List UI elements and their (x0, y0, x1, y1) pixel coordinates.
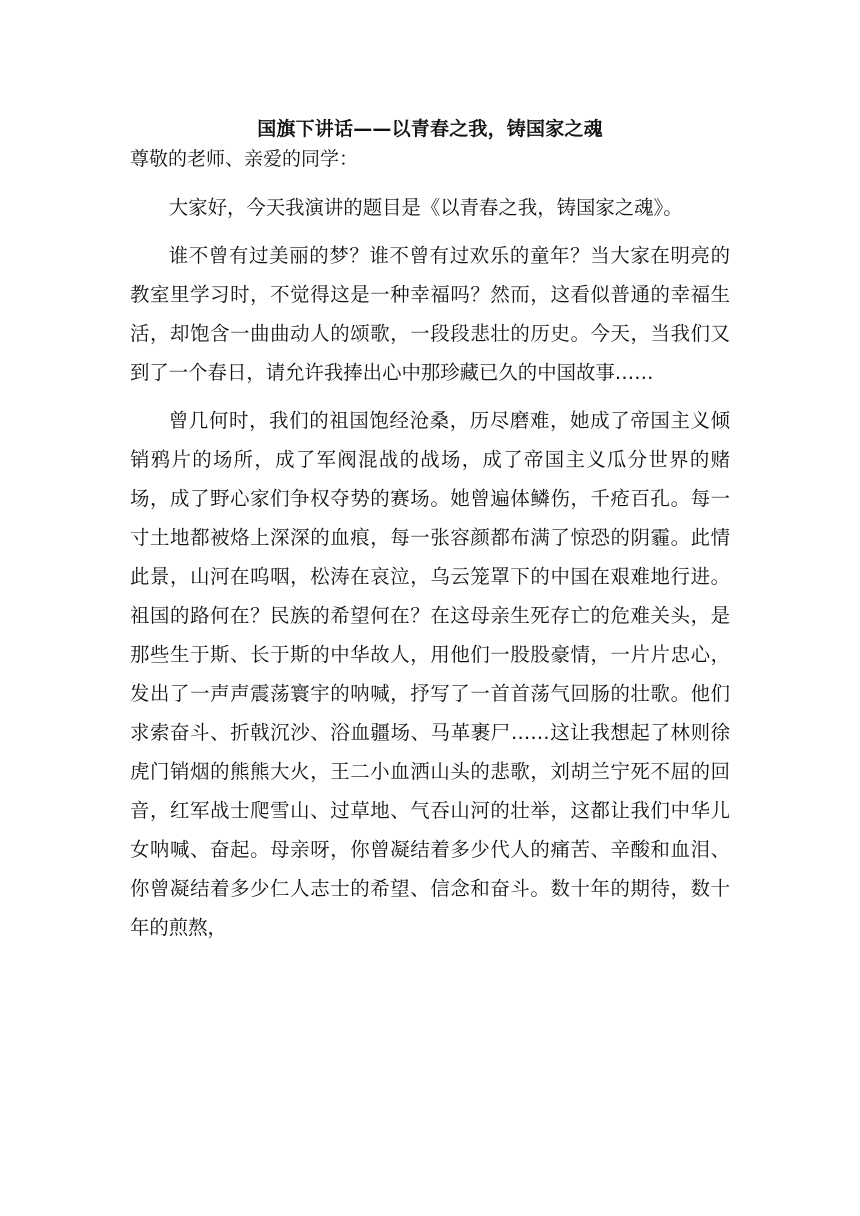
salutation: 尊敬的老师、亲爱的同学： (130, 148, 359, 170)
paragraph-greeting: 大家好，今天我演讲的题目是《以青春之我，铸国家之魂》。 (168, 196, 683, 219)
paragraph-history: 曾几何时，我们的祖国饱经沧桑，历尽磨难，她成了帝国主义倾销鸦片的场所，成了军阀混战的战场，成了帝国主义瓜分世界的赌场，成了野心家们争权夺势的赛场。她曾遍体鳞伤，千疮百孔。每一寸土地都被烙上深深的血痕，每一张容颜都布满了惊恐的阴霾。此情此景，山河在呜咽，松涛在哀泣，乌云笼罩下的中国在艰难地行进。祖国的路何在？民族的希望何在？在这母亲生死存亡的危难关头，是那些生于斯、长于斯的中华故人，用他们一股股豪情，一片片忠心，发出了一声声震荡寰宇的呐喊，抒写了一首首荡气回肠的壮歌。他们求索奋斗、折戟沉沙、浴血疆场、马革裹尸……这让我想起了林则徐虎门销烟的熊熊大火，王二小血洒山头的悲歌，刘胡兰宁死不屈的回音，红军战士爬雪山、过草地、气吞山河的壮举，这都让我们中华儿女呐喊、奋起。母亲呀，你曾凝结着多少代人的痛苦、辛酸和血泪、你曾凝结着多少仁人志士的希望、信念和奋斗。数十年的期待，数十年的煎熬， (130, 409, 730, 939)
speech-title: 国旗下讲话——以青春之我，铸国家之魂 (257, 118, 603, 140)
paragraph-dream: 谁不曾有过美丽的梦？谁不曾有过欢乐的童年？当大家在明亮的教室里学习时，不觉得这是一种幸福吗？然而，这看似普通的幸福生活，却饱含一曲曲动人的颂歌，一段段悲壮的历史。今天，当我们又到了一个春日，请允许我捧出心中那珍藏已久的中国故事…… (130, 244, 730, 384)
document-body (130, 114, 730, 947)
